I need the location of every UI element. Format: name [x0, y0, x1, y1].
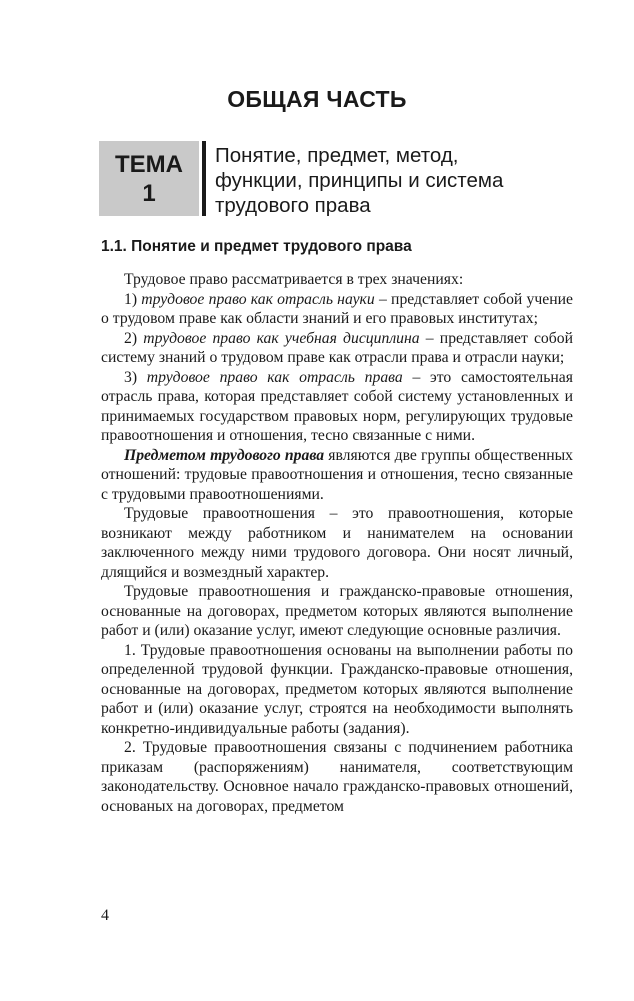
paragraph-2-emphasis: трудовое право как отрасль науки [141, 290, 375, 308]
paragraph-4 [101, 368, 573, 446]
paragraph-2-rest: – представляет собой учение о трудовом праве как области знаний и его правовых институтах; [101, 290, 573, 327]
topic-divider-bar [202, 141, 206, 216]
paragraph-2 [101, 290, 573, 329]
paragraph-9: 2. Трудовые правоотношения связаны с подчинением работника приказам (распоряжениям) нанимателя, соответствующим законодательству. Основное начало гражданско-правовых отношений, основаных на договорах, предметом [101, 739, 573, 815]
paragraph-4-number: 3) [124, 368, 147, 386]
part-title: ОБЩАЯ ЧАСТЬ [227, 86, 407, 112]
paragraph-1: Трудовое право рассматривается в трех значениях: [124, 271, 464, 288]
topic-label-number: 1 [142, 179, 156, 207]
paragraph-8: 1. Трудовые правоотношения основаны на выполнении работы по определенной трудовой функции. Гражданско-правовые отношения, основанные на договорах, предметом которых являются выполнение работ и (или) оказание услуг, строятся на необходимости выполнять конкретно-индивидуальные работы (задания). [101, 641, 573, 737]
paragraph-5-term: Предметом трудового права [124, 446, 325, 464]
topic-title-line-3: трудового права [215, 194, 371, 217]
section-title: 1.1. Понятие и предмет трудового права [101, 238, 412, 255]
paragraph-4-rest: – это самостоятельная отрасль права, которая представляет собой систему установленных и принимаемых государством правовых норм, регулирующих трудовые правоотношения и отношения, тесно связанные с ними. [101, 368, 573, 444]
topic-title [215, 143, 535, 218]
paragraph-3-emphasis: трудовое право как учебная дисциплина [143, 329, 420, 347]
page-number: 4 [101, 907, 109, 924]
paragraph-4-emphasis: трудовое право как отрасль права [146, 368, 403, 386]
body-text [101, 270, 573, 816]
paragraph-2-number: 1) [124, 290, 142, 308]
paragraph-5-rest: являются две группы общественных отношений: трудовые правоотношения и отношения, тесно связанные с трудовыми правоотношениями. [101, 446, 573, 503]
topic-label-word: ТЕМА [115, 150, 183, 178]
paragraph-7: Трудовые правоотношения и гражданско-правовые отношения, основанные на договорах, предметом которых являются выполнение работ и (или) оказание услуг, имеют следующие основные различия. [101, 583, 573, 639]
topic-title-line-1: Понятие, предмет, метод, [215, 144, 459, 167]
paragraph-3 [101, 329, 573, 368]
paragraph-3-rest: – представляет собой систему знаний о трудовом праве как отрасли права и отрасли науки; [101, 329, 573, 366]
topic-title-line-2: функции, принципы и система [215, 169, 504, 192]
topic-label-box [99, 141, 199, 216]
paragraph-3-number: 2) [124, 329, 144, 347]
paragraph-5 [101, 446, 573, 505]
paragraph-6: Трудовые правоотношения – это правоотношения, которые возникают между работником и нанимателем на основании заключенного между ними трудового договора. Они носят личный, длящийся и возмездный характер. [101, 505, 573, 581]
